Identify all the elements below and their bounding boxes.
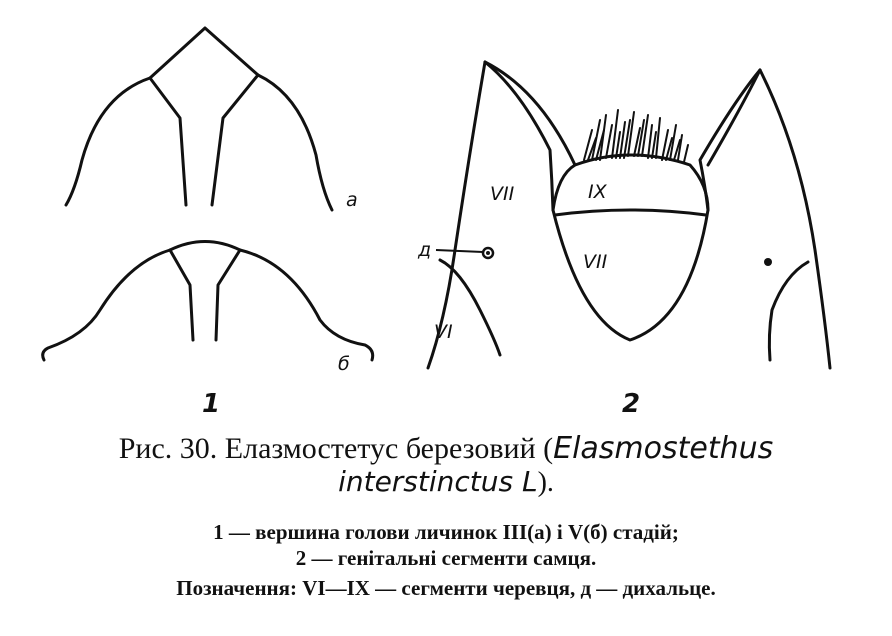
caption-title bbox=[0, 432, 892, 466]
caption-line-3: Позначення: VI—IX — сегменти черевця, д — дихальце. bbox=[176, 576, 716, 600]
spiracle-leader-line bbox=[436, 250, 483, 252]
figure-number-1: 1 bbox=[202, 389, 221, 419]
caption-title-latin-2: interstinctus L bbox=[338, 465, 538, 498]
panel-2-genital-segments bbox=[428, 62, 830, 368]
caption-line-2: 2 — генітальні сегменти самця. bbox=[295, 546, 597, 570]
caption-title-latin-1: Elasmostethus bbox=[553, 431, 774, 466]
label-vi: VI bbox=[434, 321, 453, 343]
panel-1b-head-outline bbox=[43, 242, 373, 361]
caption-title-latin-line bbox=[0, 466, 892, 499]
label-vii-center: VII bbox=[583, 251, 608, 273]
caption-title-prefix: Рис. 30. Елазмостетус березовий ( bbox=[118, 432, 554, 465]
label-spiracle: д bbox=[418, 239, 432, 261]
label-ix: IX bbox=[588, 181, 607, 203]
panel-1a-head-outline bbox=[66, 28, 332, 210]
label-b: б bbox=[338, 353, 350, 375]
label-vii-left: VII bbox=[490, 183, 515, 205]
caption-line-1: 1 — вершина голови личинок III(а) і V(б) стадій; bbox=[213, 520, 679, 544]
spiracle-dot bbox=[486, 251, 490, 255]
figure-number-2: 2 bbox=[622, 389, 641, 419]
spiracle-dot-right bbox=[764, 258, 772, 266]
label-a: а bbox=[346, 189, 358, 211]
caption-title-suffix: ). bbox=[537, 467, 554, 498]
